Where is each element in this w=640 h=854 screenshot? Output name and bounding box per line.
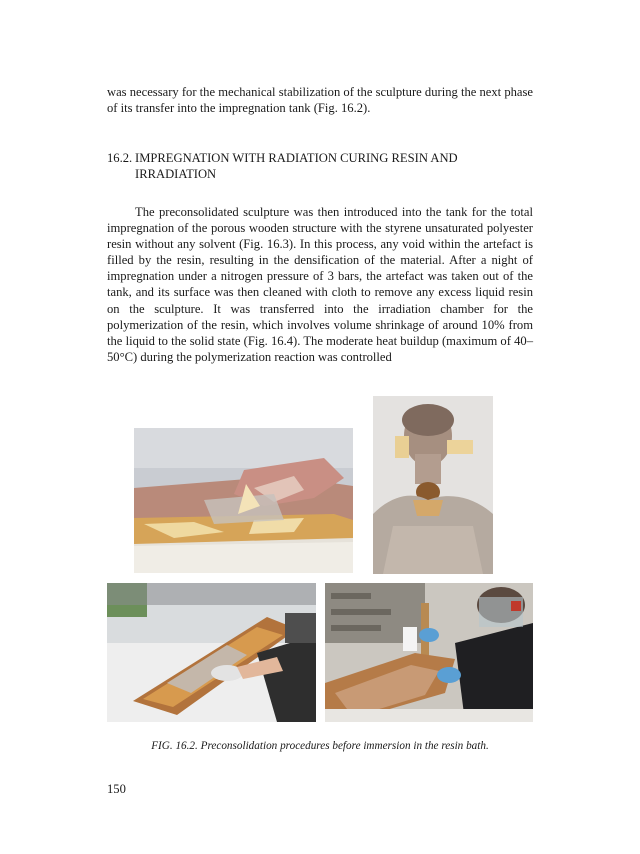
page-number: 150 (107, 782, 126, 796)
figure-caption: FIG. 16.2. Preconsolidation procedures before immersion in the resin bath. (151, 740, 489, 752)
section-title: IMPREGNATION WITH RADIATION CURING RESIN AND IRRADIATION (135, 151, 458, 182)
figure-photo-sculpture-bust (373, 396, 493, 574)
body-paragraph-continued: was necessary for the mechanical stabilization of the sculpture during the next phase of its transfer into the impregnation tank (Fig. 16.2). (107, 85, 533, 116)
section-number: 16.2. (107, 151, 133, 165)
figure-photo-sculpture-fragment (134, 428, 353, 573)
section-heading (107, 150, 533, 182)
figure-photo-protective-work (325, 583, 533, 722)
body-paragraph: The preconsolidated sculpture was then introduced into the tank for the total impregnation of the porous wooden structure with the styrene unsaturated polyester resin without any solvent (Fig. 16.3). In this process, any void within the artefact is filled by the resin, resulting in the densification of the material. After a night of impregnation under a nitrogen pressure of 3 bars, the artefact was taken out of the tank, and its surface was then cleaned with cloth to remove any excess liquid resin on the sculpture. It was transferred into the irradiation chamber for the polymerization of the resin, which involves volume shrinkage of around 10% from the liquid to the solid state (Fig. 16.4). The moderate heat buildup (maximum of 40–50°C) during the polymerization reaction was controlled (107, 205, 533, 364)
figure-photo-gauze-application (107, 583, 316, 722)
